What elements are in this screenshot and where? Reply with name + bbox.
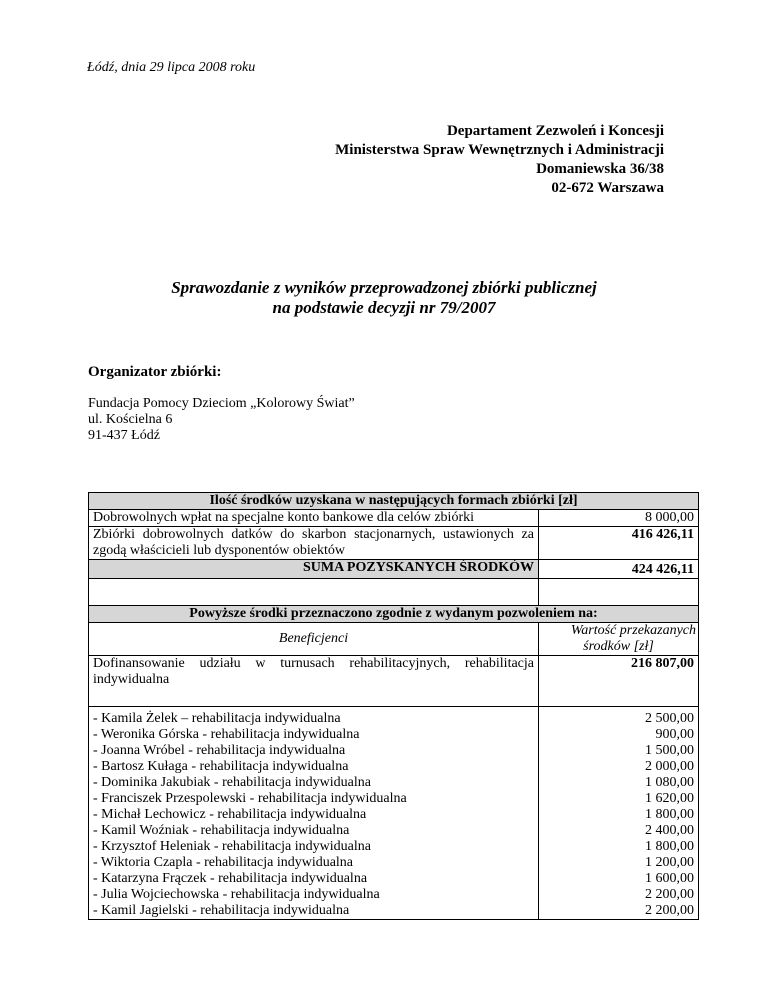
funds-table — [88, 492, 699, 920]
list-item-value: 2 200,00 — [645, 887, 694, 902]
funds-row-label: Dobrowolnych wpłat na specjalne konto bankowe dla celów zbiórki — [89, 510, 539, 527]
list-item: - Wiktoria Czapla - rehabilitacja indywidualna — [93, 855, 354, 870]
list-item-value: 2 000,00 — [645, 759, 694, 774]
list-item-value: 1 200,00 — [645, 855, 694, 870]
list-item: - Weronika Górska - rehabilitacja indywidualna — [93, 727, 360, 742]
organizer-label: Organizator zbiórki: — [88, 364, 222, 380]
funds-sum-label: SUMA POZYSKANYCH ŚRODKÓW — [89, 560, 539, 579]
value-header-line-1: Wartość przekazanych — [570, 623, 696, 638]
allocation-header: Powyższe środki przeznaczono zgodnie z wydanym pozwoleniem na: — [89, 606, 699, 623]
value-header-line-2: środków [zł] — [583, 639, 654, 654]
document-title — [0, 278, 768, 318]
table-row — [89, 510, 699, 527]
recipient-line-4: 02-672 Warszawa — [551, 180, 664, 196]
empty-cell — [539, 579, 699, 606]
list-item-value: 2 500,00 — [645, 711, 694, 726]
list-item-value: 1 800,00 — [645, 807, 694, 822]
list-item: - Kamil Woźniak - rehabilitacja indywidualna — [93, 823, 350, 838]
category-value: 216 807,00 — [539, 656, 699, 707]
list-item: - Franciszek Przespolewski - rehabilitacja indywidualna — [93, 791, 407, 806]
list-item: - Bartosz Kułaga - rehabilitacja indywidualna — [93, 759, 349, 774]
list-item-value: 1 620,00 — [645, 791, 694, 806]
recipient-line-1: Departament Zezwoleń i Koncesji — [446, 123, 664, 139]
list-item: - Kamila Żelek – rehabilitacja indywidualna — [93, 711, 341, 726]
title-line-2: na podstawie decyzji nr 79/2007 — [272, 298, 496, 317]
funds-header: Ilość środków uzyskana w następujących formach zbiórki [zł] — [89, 493, 699, 510]
list-item-value: 1 500,00 — [645, 743, 694, 758]
organizer-name: Fundacja Pomocy Dzieciom „Kolorowy Świat” — [88, 396, 355, 411]
recipient-address — [335, 122, 664, 198]
organizer-street: ul. Kościelna 6 — [88, 412, 173, 427]
list-item: - Michał Lechowicz - rehabilitacja indywidualna — [93, 807, 367, 822]
funds-row-value: 416 426,11 — [539, 527, 699, 560]
list-item: - Katarzyna Frączek - rehabilitacja indywidualna — [93, 871, 368, 886]
list-item: - Dominika Jakubiak - rehabilitacja indywidualna — [93, 775, 371, 790]
beneficiaries-column-header: Beneficjenci — [89, 623, 539, 656]
value-column-header — [539, 623, 699, 656]
table-row — [89, 527, 699, 560]
list-item-value: 1 800,00 — [645, 839, 694, 854]
funds-sum-value: 424 426,11 — [539, 560, 699, 579]
list-item: - Joanna Wróbel - rehabilitacja indywidualna — [93, 743, 346, 758]
organizer-city: 91-437 Łódź — [88, 428, 160, 443]
list-item: - Julia Wojciechowska - rehabilitacja indywidualna — [93, 887, 380, 902]
recipient-line-2: Ministerstwa Spraw Wewnętrznych i Administracji — [335, 142, 664, 158]
funds-row-value: 8 000,00 — [539, 510, 699, 527]
category-row — [89, 656, 699, 707]
list-item-value: 2 200,00 — [645, 903, 694, 918]
document-date: Łódź, dnia 29 lipca 2008 roku — [87, 60, 256, 75]
beneficiary-values — [539, 707, 699, 920]
beneficiary-names — [89, 707, 539, 920]
recipient-line-3: Domaniewska 36/38 — [536, 161, 664, 177]
list-item-value: 1 600,00 — [645, 871, 694, 886]
category-label: Dofinansowanie udziału w turnusach rehabilitacyjnych, rehabilitacja indywidualna — [89, 656, 539, 707]
list-item-value: 900,00 — [655, 727, 694, 742]
organizer-details — [88, 396, 355, 444]
list-item: - Krzysztof Heleniak - rehabilitacja indywidualna — [93, 839, 371, 854]
empty-cell — [89, 579, 539, 606]
title-line-1: Sprawozdanie z wyników przeprowadzonej zbiórki publicznej — [171, 278, 597, 297]
funds-row-label: Zbiórki dobrowolnych datków do skarbon stacjonarnych, ustawionych za zgodą właścicieli lub dysponentów obiektów — [89, 527, 539, 560]
list-item-value: 1 080,00 — [645, 775, 694, 790]
list-item-value: 2 400,00 — [645, 823, 694, 838]
list-item: - Kamil Jagielski - rehabilitacja indywidualna — [93, 903, 350, 918]
beneficiary-list — [89, 707, 699, 920]
funds-sum-row — [89, 560, 699, 579]
